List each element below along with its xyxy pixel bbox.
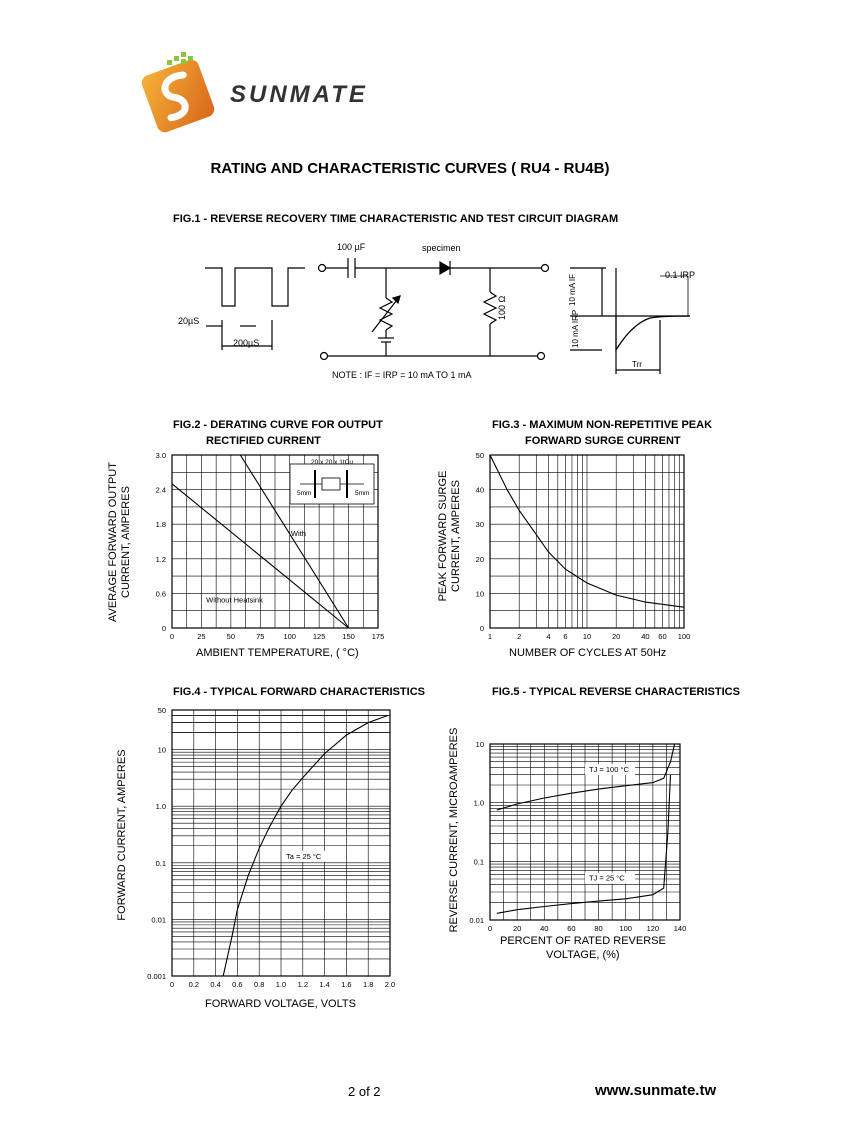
page-number: 2 of 2 [348,1084,381,1099]
company-logo [138,48,408,140]
brand-wordmark: SUNMATE [230,81,368,108]
x-tick-label: 100 [677,632,691,641]
fig3-chart [462,450,702,640]
x-tick-label: 6 [563,632,568,641]
inset-5mm-left: 5mm [297,490,312,497]
x-tick-label: 2.0 [384,980,396,989]
fig1-specimen-label: specimen [422,243,461,253]
y-tick-label: 1.0 [473,798,484,808]
x-tick-label: 1 [487,632,493,641]
label-with: With [290,528,306,538]
x-tick-label: 25 [197,632,206,641]
y-tick-label: 0.001 [147,972,166,981]
x-tick-label: 175 [371,632,385,641]
y-tick-label: 0.01 [151,915,166,925]
fig5-chart [462,730,712,940]
fig1-resistor-label: 100 Ω [497,295,507,320]
x-tick-label: 1.2 [297,980,309,989]
y-tick-label: 50 [475,451,484,460]
y-tick-label: 20 [475,554,484,564]
fig2-xlabel: AMBIENT TEMPERATURE, ( °C) [196,647,359,659]
x-tick-label: 100 [283,632,296,641]
fig5-xlabel-1: PERCENT OF RATED REVERSE [500,935,666,947]
x-tick-label: 150 [342,632,355,641]
fig2-caption-1: FIG.2 - DERATING CURVE FOR OUTPUT [173,419,383,431]
annotation-tj100: TJ = 100 °C [589,765,629,775]
annotation-ta: Ta = 25 °C [286,851,322,861]
x-tick-label: 1.6 [341,980,352,989]
y-tick-label: 0.1 [473,857,484,867]
y-tick-label: 0 [479,624,484,633]
y-tick-label: 3.0 [155,451,166,460]
inset-label: 20 x 20 x 1tCu [311,459,353,466]
y-tick-label: 1.8 [155,520,166,530]
x-tick-label: 4 [546,632,551,641]
fig4-xlabel: FORWARD VOLTAGE, VOLTS [205,998,356,1010]
x-tick-label: 0.4 [210,980,221,989]
x-tick-label: 50 [226,632,236,641]
y-tick-label: 1.0 [155,802,166,812]
fig4-chart [140,702,410,1002]
fig5-caption: FIG.5 - TYPICAL REVERSE CHARACTERISTICS [492,686,740,698]
fig2-chart [140,450,400,640]
x-tick-label: 60 [567,924,576,933]
x-tick-label: 60 [658,632,667,641]
x-tick-label: 125 [312,632,326,641]
x-tick-label: 120 [646,924,660,933]
y-tick-label: 40 [475,485,484,495]
y-tick-label: 2.4 [155,485,166,495]
x-tick-label: 75 [256,632,265,641]
heatsink-inset [290,464,374,504]
y-tick-label: 0.01 [469,916,484,925]
x-tick-label: 2 [517,632,522,641]
y-tick-label: 30 [475,520,484,530]
annotation-tj25: TJ = 25 °C [589,873,625,883]
fig4-ylabel: FORWARD CURRENT, AMPERES [116,749,128,921]
x-tick-label: 0 [169,632,175,641]
x-tick-label: 0.6 [232,980,243,989]
x-tick-label: 0 [487,924,493,933]
x-tick-label: 10 [582,632,592,641]
fig2-caption-2: RECTIFIED CURRENT [206,435,321,447]
fig3-xlabel: NUMBER OF CYCLES AT 50Hz [509,647,667,659]
x-tick-label: 1.8 [362,980,374,989]
x-tick-label: 0 [169,980,175,989]
inset-5mm-right: 5mm [355,490,370,497]
x-tick-label: 80 [594,924,603,933]
fig4-caption: FIG.4 - TYPICAL FORWARD CHARACTERISTICS [173,686,425,698]
x-tick-label: 1.4 [319,980,330,989]
fig2-ylabel: AVERAGE FORWARD OUTPUT CURRENT, AMPERES [107,462,132,622]
y-tick-label: 10 [475,589,484,599]
fig1-irp-label: 10 mA IRP [571,309,580,348]
fig3-caption-2: FORWARD SURGE CURRENT [525,435,681,447]
x-tick-label: 40 [540,924,549,933]
website-url: www.sunmate.tw [595,1082,717,1099]
fig1-caption: FIG.1 - REVERSE RECOVERY TIME CHARACTERISTIC AND TEST CIRCUIT DIAGRAM [173,213,619,225]
fig3-ylabel: PEAK FORWARD SURGE CURRENT, AMPERES [437,470,462,602]
series-line-1 [497,775,671,914]
x-tick-label: 1.0 [275,980,287,989]
fig1-if-label: 10 mA IF [568,273,577,306]
x-tick-label: 20 [512,924,522,933]
y-tick-label: 0.6 [155,589,166,599]
inset-diode [322,478,340,490]
x-tick-label: 0.8 [253,980,265,989]
x-tick-label: 140 [673,924,687,933]
fig5-xlabel-2: VOLTAGE, (%) [546,949,620,961]
fig5-ylabel: REVERSE CURRENT, MICROAMPERES [448,727,460,933]
fig1-note: NOTE : IF = IRP = 10 mA TO 1 mA [332,370,472,380]
x-tick-label: 40 [641,632,650,641]
fig1-pulse-width: 20µS [178,316,200,326]
page-title: RATING AND CHARACTERISTIC CURVES ( RU4 - RU4B) [210,160,610,177]
y-tick-label: 10 [157,745,166,755]
x-tick-label: 100 [619,924,632,933]
x-tick-label: 20 [612,632,621,641]
fig1-period: 200µS [233,338,260,348]
y-tick-label: 1.2 [155,554,166,564]
y-tick-label: 10 [475,740,484,749]
fig1-trr: Trr [632,360,642,369]
fig1-cap-label: 100 µF [337,242,366,252]
x-tick-label: 0.2 [188,980,200,989]
y-tick-label: 50 [157,706,166,715]
y-tick-label: 0.1 [155,858,166,868]
series-line-0 [497,744,675,810]
fig3-caption-1: FIG.3 - MAXIMUM NON-REPETITIVE PEAK [492,419,713,431]
fig1-diagram [0,236,847,396]
fig1-irp-frac: 0.1 IRP [665,270,696,280]
label-without: Without Heatsink [206,595,263,605]
y-tick-label: 0 [161,624,166,633]
